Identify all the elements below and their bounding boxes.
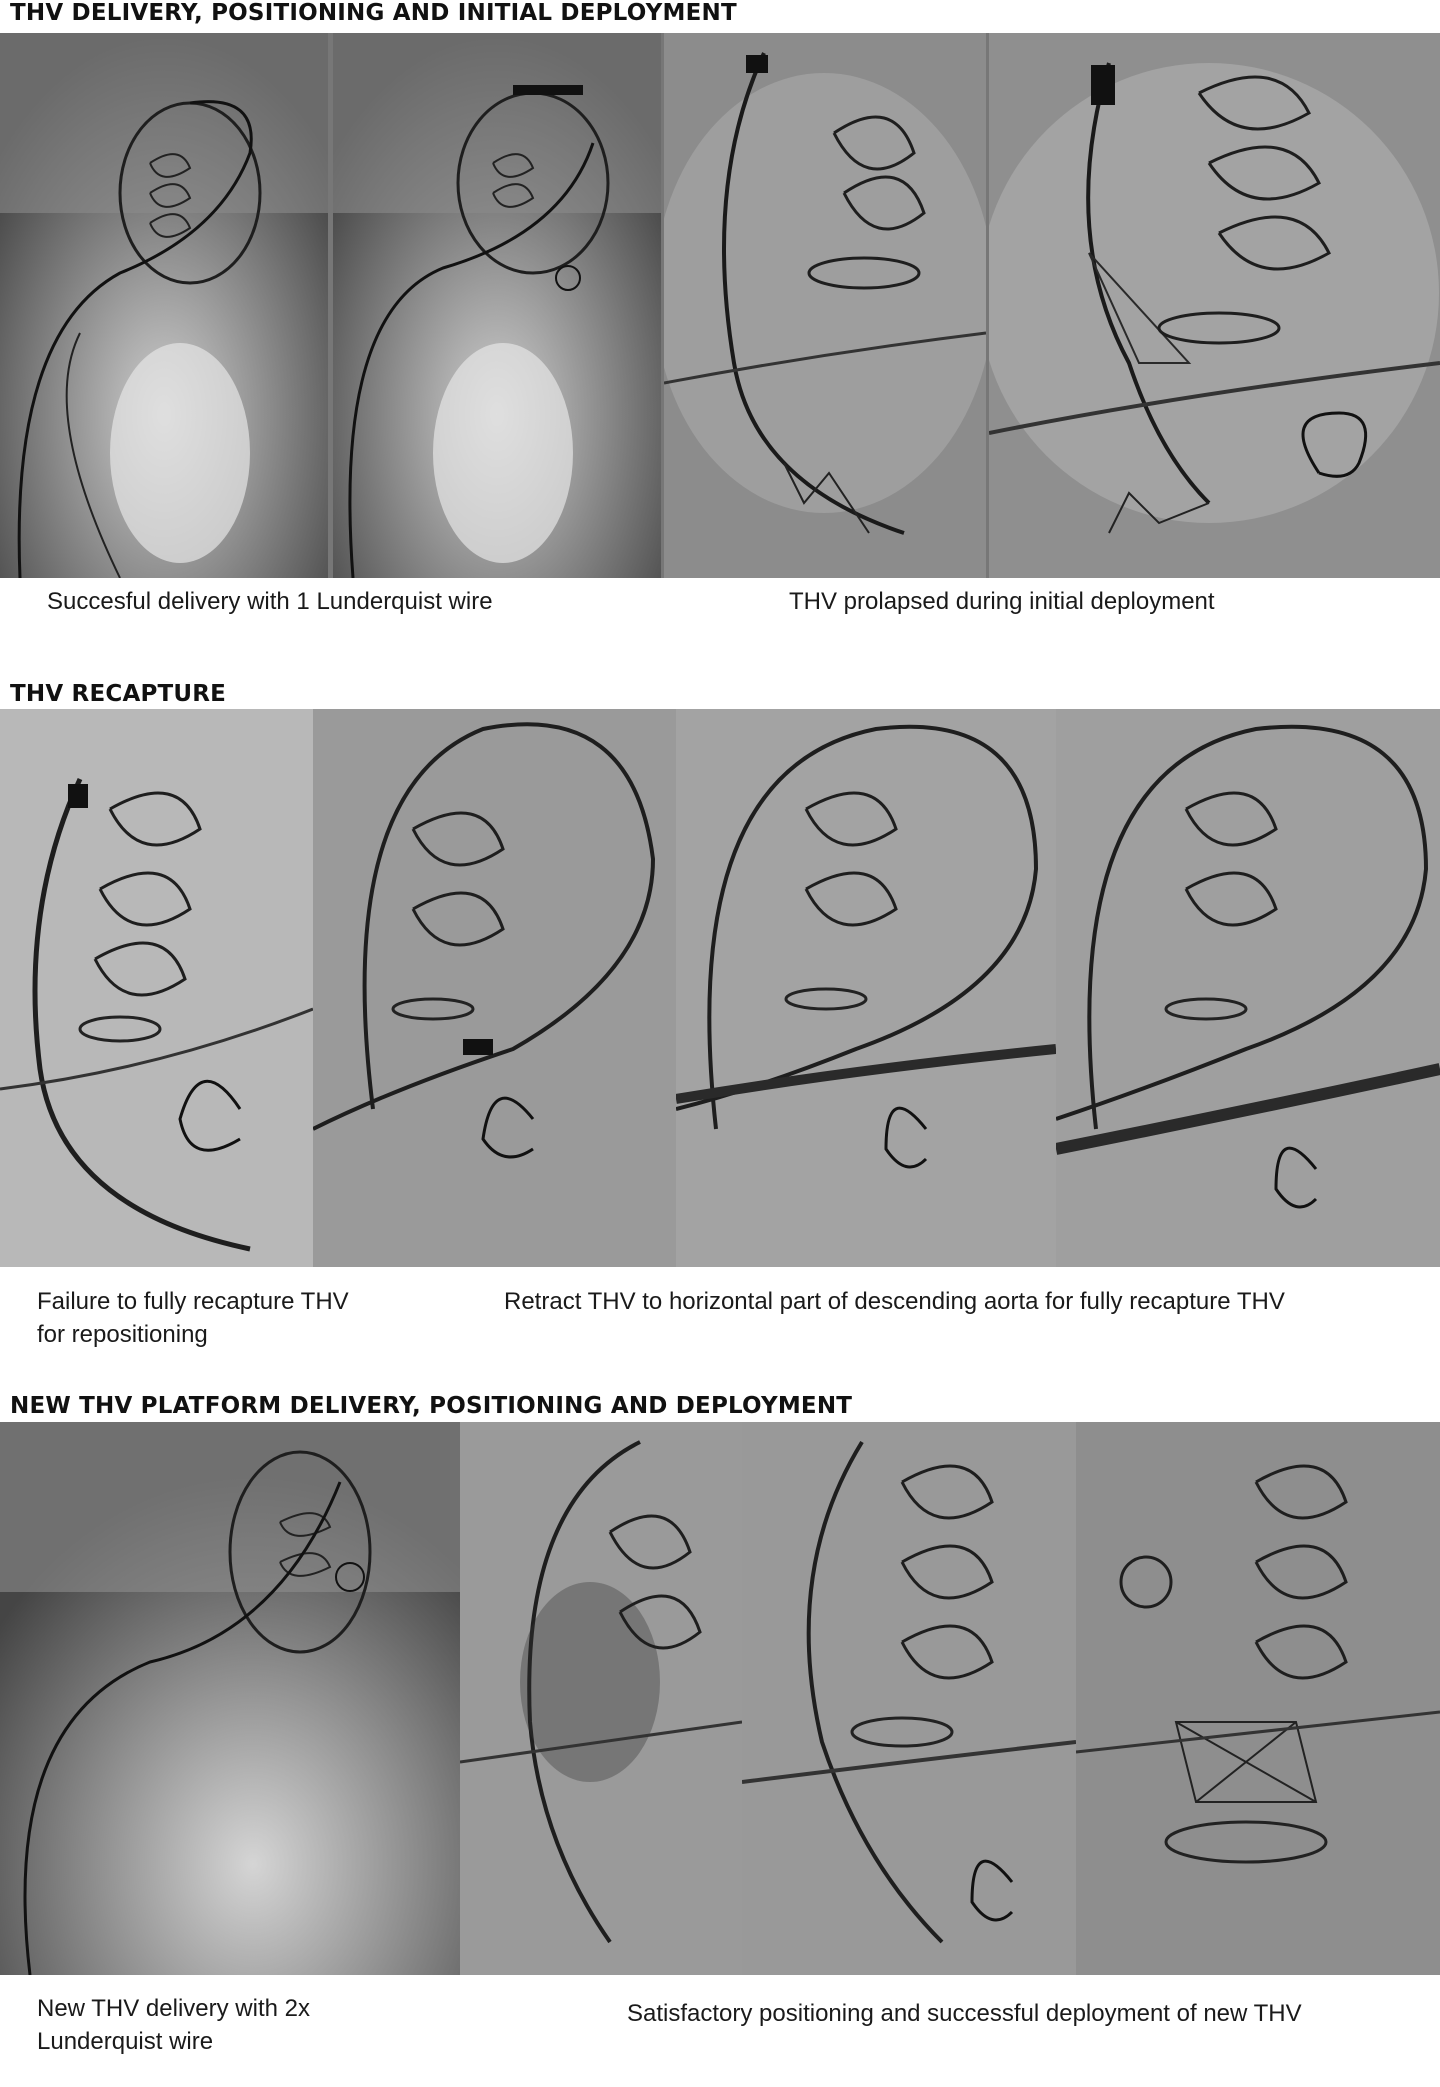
section-1-image-strip <box>0 33 1440 578</box>
section-1-caption-left: Succesful delivery with 1 Lunderquist wire <box>47 588 493 615</box>
section-2-image-strip <box>0 709 1440 1267</box>
section-2-caption-right: Retract THV to horizontal part of descending aorta for fully recapture THV <box>504 1288 1285 1315</box>
fluoroscopy-image <box>989 33 1440 578</box>
section-3-caption-right: Satisfactory positioning and successful deployment of new THV <box>627 2000 1302 2027</box>
fluoroscopy-image <box>742 1422 1076 1975</box>
fluoroscopy-image <box>313 709 676 1267</box>
fluoroscopy-image <box>0 709 313 1267</box>
fluoroscopy-image <box>1056 709 1440 1267</box>
fluoroscopy-image <box>664 33 986 578</box>
section-1-caption-right: THV prolapsed during initial deployment <box>789 588 1215 615</box>
fluoroscopy-image <box>333 33 661 578</box>
fluoroscopy-image <box>460 1422 742 1975</box>
section-3-image-strip <box>0 1422 1440 1975</box>
section-3-caption-left: New THV delivery with 2x Lunderquist wire <box>37 1995 310 2055</box>
section-1-title: THV DELIVERY, POSITIONING AND INITIAL DEPLOYMENT <box>10 0 737 26</box>
fluoroscopy-image <box>0 1422 460 1975</box>
section-3-title: NEW THV PLATFORM DELIVERY, POSITIONING AND DEPLOYMENT <box>10 1393 853 1419</box>
section-2-caption-left: Failure to fully recapture THV for repositioning <box>37 1288 349 1348</box>
fluoroscopy-image <box>676 709 1056 1267</box>
section-2-title: THV RECAPTURE <box>10 681 227 707</box>
fluoroscopy-image <box>0 33 328 578</box>
fluoroscopy-image <box>1076 1422 1440 1975</box>
